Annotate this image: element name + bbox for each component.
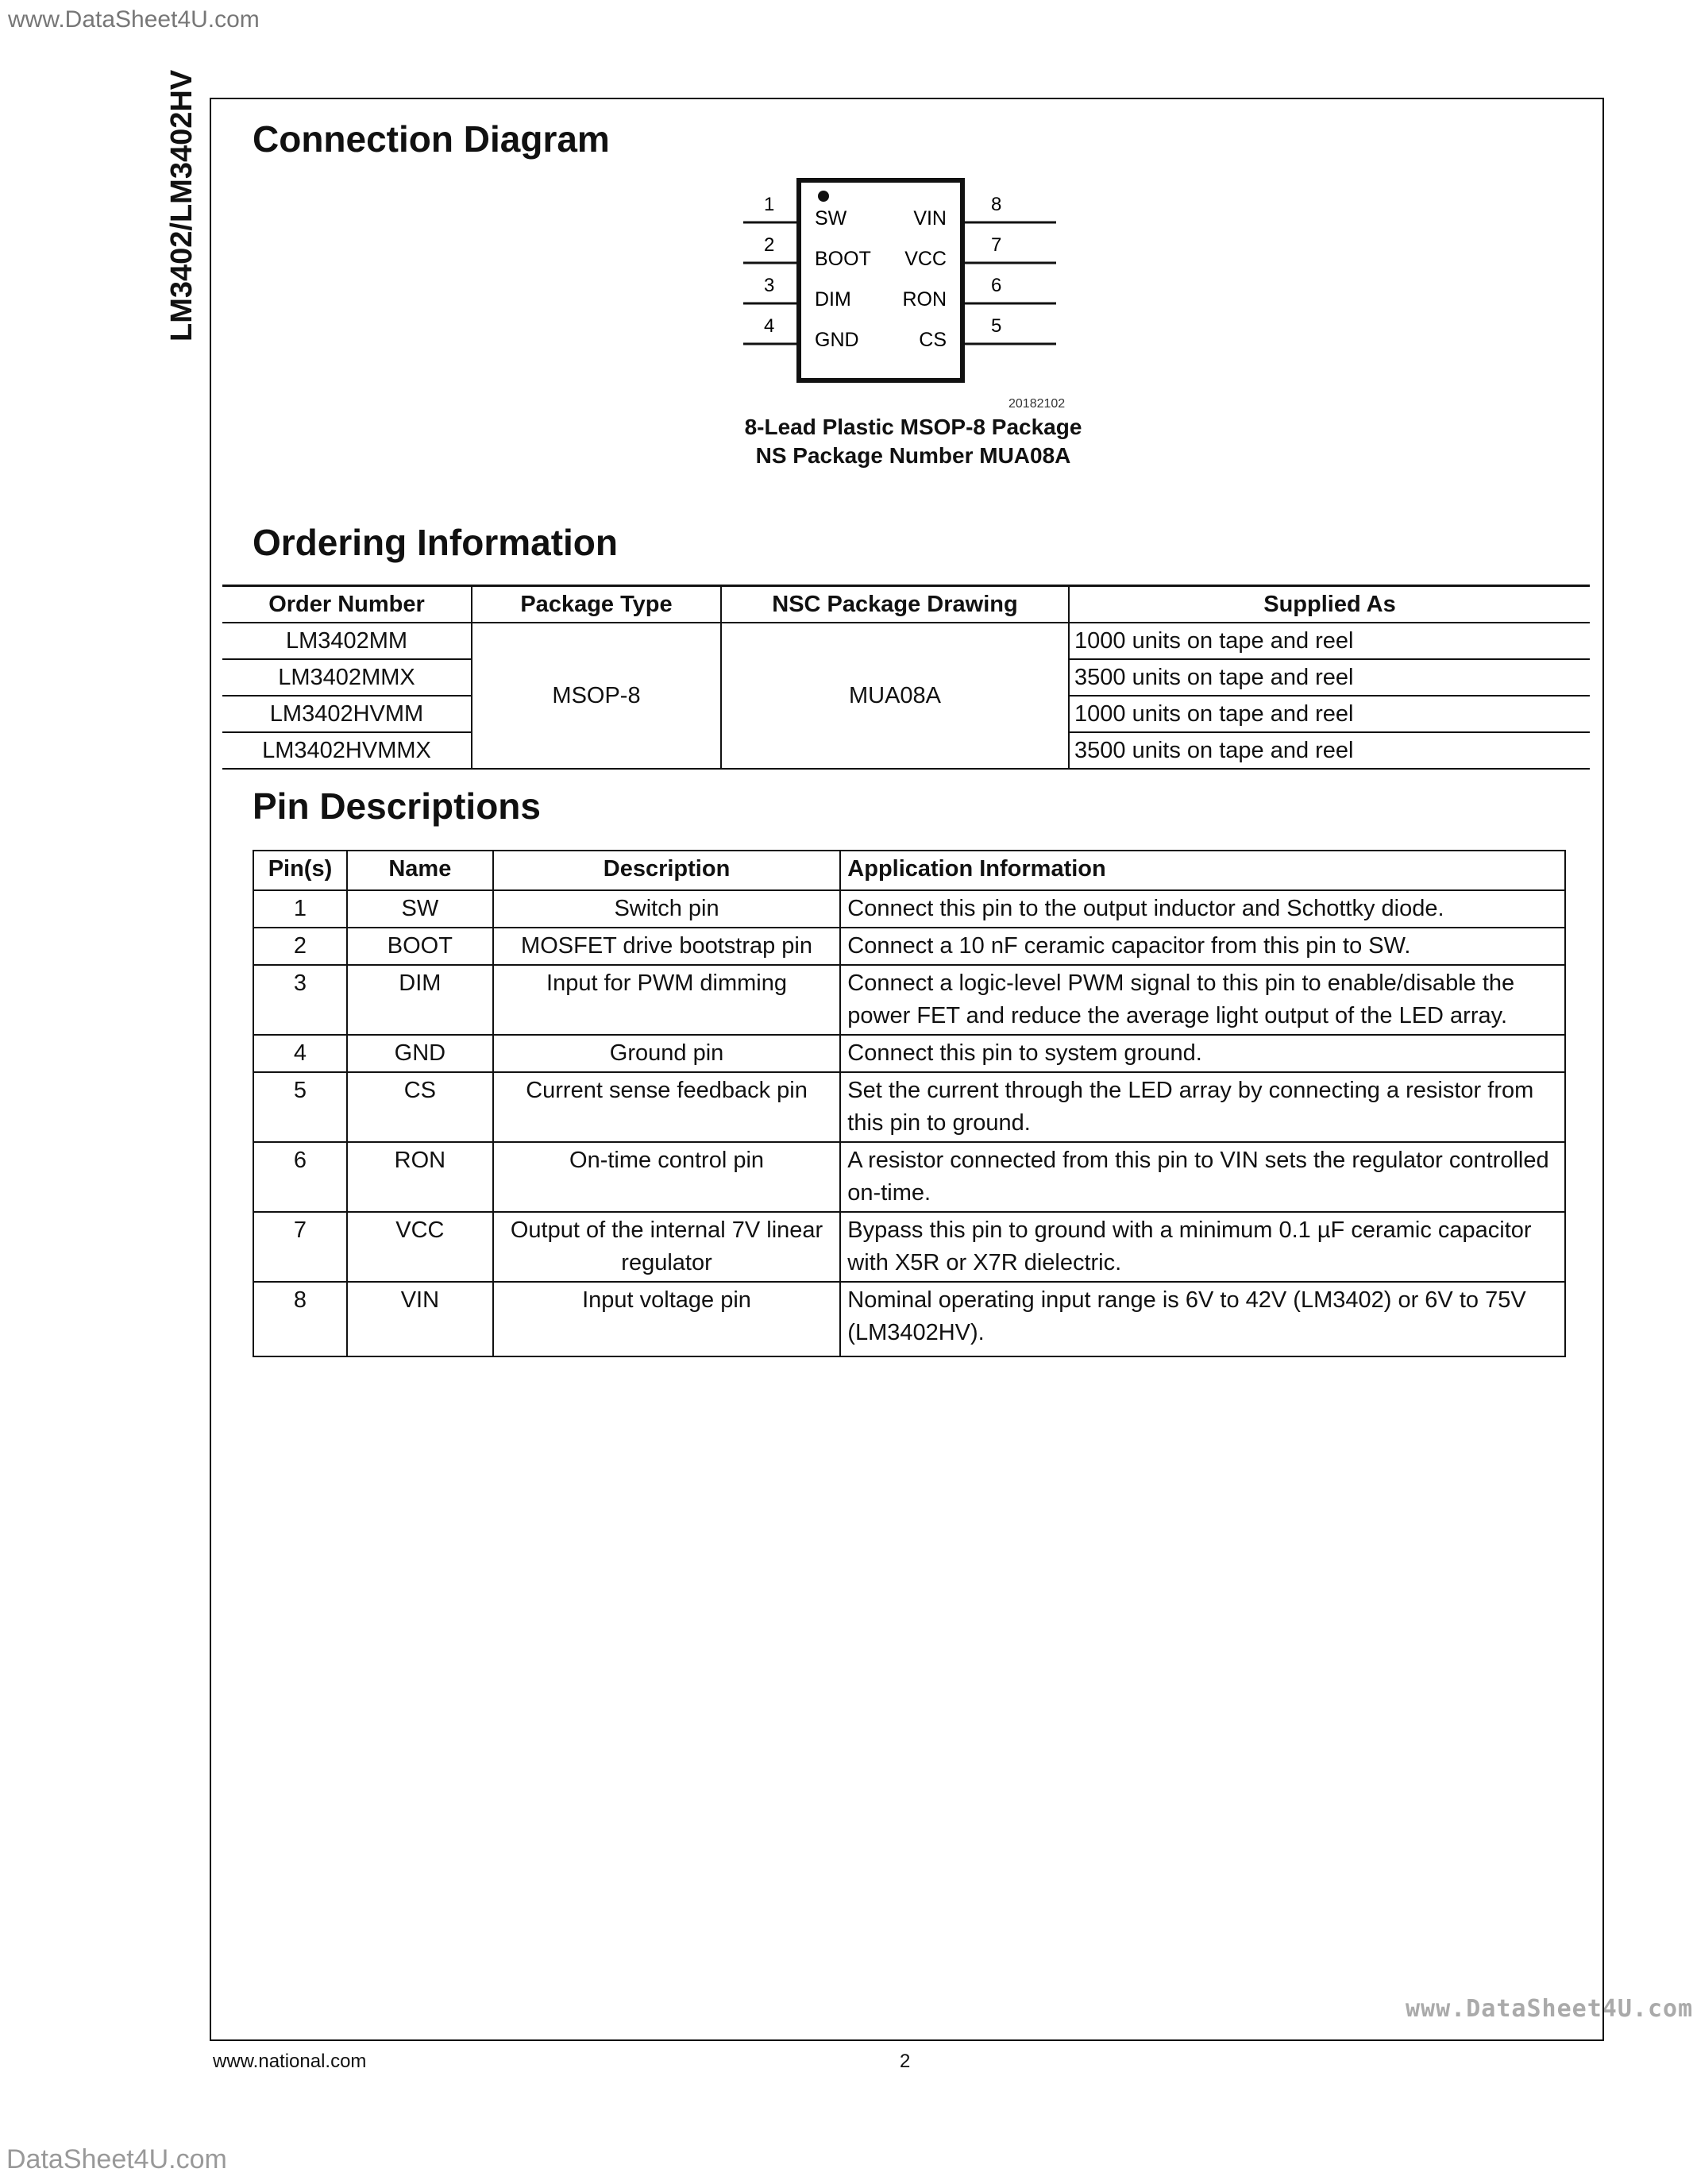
supplied-as: 1000 units on tape and reel	[1069, 696, 1590, 732]
watermark-right: www.DataSheet4U.com	[1406, 1995, 1693, 2023]
ordering-header-row	[222, 586, 1590, 623]
pin-application-info: Connect a 10 nF ceramic capacitor from this pin to SW.	[840, 928, 1565, 965]
table-row	[253, 1072, 1565, 1142]
pin-number: 5	[253, 1072, 347, 1142]
table-row	[253, 965, 1565, 1035]
table-row	[253, 1142, 1565, 1212]
order-number: LM3402HVMMX	[222, 732, 472, 769]
pin-number-2: 2	[764, 234, 775, 256]
connection-diagram-heading: Connection Diagram	[253, 118, 610, 160]
pin-number-4: 4	[764, 315, 775, 337]
pin-description: Input for PWM dimming	[493, 965, 841, 1035]
pin-number-5: 5	[991, 315, 1002, 337]
pin-application-info: Set the current through the LED array by connecting a resistor from this pin to ground.	[840, 1072, 1565, 1142]
pin-application-info: Bypass this pin to ground with a minimum 0.1 µF ceramic capacitor with X5R or X7R dielectric.	[840, 1212, 1565, 1282]
pin-number-1: 1	[764, 194, 775, 215]
pin-number-6: 6	[991, 275, 1002, 296]
pin-number-7: 7	[991, 234, 1002, 256]
pin-name-dim: DIM	[815, 288, 851, 311]
col-order-number: Order Number	[222, 586, 472, 623]
msop8-pinout-diagram	[739, 171, 1072, 411]
order-number: LM3402MMX	[222, 659, 472, 696]
pin-description: Switch pin	[493, 890, 841, 928]
figure-id: 20182102	[1008, 397, 1066, 411]
col-description: Description	[493, 851, 841, 890]
pin-header-row	[253, 851, 1565, 890]
pin-name: SW	[347, 890, 493, 928]
pin-application-info: Connect this pin to the output inductor and Schottky diode.	[840, 890, 1565, 928]
pin-application-info: Connect a logic-level PWM signal to this pin to enable/disable the power FET and reduce the average light output of the LED array.	[840, 965, 1565, 1035]
pin-number: 4	[253, 1035, 347, 1072]
pin-description: On-time control pin	[493, 1142, 841, 1212]
pin-name: VIN	[347, 1282, 493, 1356]
pin-descriptions-table	[253, 850, 1566, 1357]
pin-number-3: 3	[764, 275, 775, 296]
col-nsc-drawing: NSC Package Drawing	[721, 586, 1069, 623]
order-number: LM3402MM	[222, 623, 472, 659]
pin-name: BOOT	[347, 928, 493, 965]
pin-application-info: Connect this pin to system ground.	[840, 1035, 1565, 1072]
side-title: LM3402/LM3402HV	[165, 69, 199, 341]
package-type: MSOP-8	[472, 623, 721, 769]
pin-name-cs: CS	[919, 329, 947, 351]
pin-name-ron: RON	[902, 288, 947, 311]
pin-name: VCC	[347, 1212, 493, 1282]
table-row	[253, 890, 1565, 928]
pin-number: 7	[253, 1212, 347, 1282]
pin-descriptions-heading: Pin Descriptions	[253, 785, 541, 827]
pin-application-info: A resistor connected from this pin to VIN sets the regulator controlled on-time.	[840, 1142, 1565, 1212]
pin-name: DIM	[347, 965, 493, 1035]
col-package-type: Package Type	[472, 586, 721, 623]
ordering-info-heading: Ordering Information	[253, 522, 618, 563]
pin1-marker-dot	[818, 191, 829, 202]
pin-name-gnd: GND	[815, 329, 859, 351]
supplied-as: 1000 units on tape and reel	[1069, 623, 1590, 659]
package-caption-line1: 8-Lead Plastic MSOP-8 Package	[744, 415, 1082, 439]
footer-url[interactable]: www.national.com	[213, 2051, 367, 2072]
pin-description: MOSFET drive bootstrap pin	[493, 928, 841, 965]
pin-name-sw: SW	[815, 207, 847, 230]
pin-description: Input voltage pin	[493, 1282, 841, 1356]
order-number: LM3402HVMM	[222, 696, 472, 732]
table-row	[222, 623, 1590, 659]
supplied-as: 3500 units on tape and reel	[1069, 659, 1590, 696]
package-caption-line2: NS Package Number MUA08A	[755, 443, 1071, 468]
pin-name: RON	[347, 1142, 493, 1212]
pin-name-vin: VIN	[913, 207, 947, 230]
col-supplied-as: Supplied As	[1069, 586, 1590, 623]
col-pins: Pin(s)	[253, 851, 347, 890]
pin-number: 2	[253, 928, 347, 965]
table-row	[253, 1212, 1565, 1282]
table-row	[253, 1035, 1565, 1072]
pin-number-8: 8	[991, 194, 1002, 215]
col-name: Name	[347, 851, 493, 890]
pin-name-vcc: VCC	[904, 248, 947, 270]
pin-name: GND	[347, 1035, 493, 1072]
pin-description: Output of the internal 7V linear regulator	[493, 1212, 841, 1282]
ordering-table	[222, 585, 1590, 770]
nsc-drawing: MUA08A	[721, 623, 1069, 769]
pin-name-boot: BOOT	[815, 248, 871, 270]
pin-number: 8	[253, 1282, 347, 1356]
watermark-bottom: DataSheet4U.com	[6, 2144, 227, 2174]
pin-description: Ground pin	[493, 1035, 841, 1072]
table-row	[253, 928, 1565, 965]
pin-number: 1	[253, 890, 347, 928]
page-number: 2	[900, 2051, 911, 2072]
pin-description: Current sense feedback pin	[493, 1072, 841, 1142]
col-application-info: Application Information	[840, 851, 1565, 890]
pin-number: 6	[253, 1142, 347, 1212]
pin-application-info: Nominal operating input range is 6V to 42V (LM3402) or 6V to 75V (LM3402HV).	[840, 1282, 1565, 1356]
table-row	[253, 1282, 1565, 1356]
watermark-top: www.DataSheet4U.com	[8, 6, 260, 33]
pin-number: 3	[253, 965, 347, 1035]
pin-name: CS	[347, 1072, 493, 1142]
supplied-as: 3500 units on tape and reel	[1069, 732, 1590, 769]
